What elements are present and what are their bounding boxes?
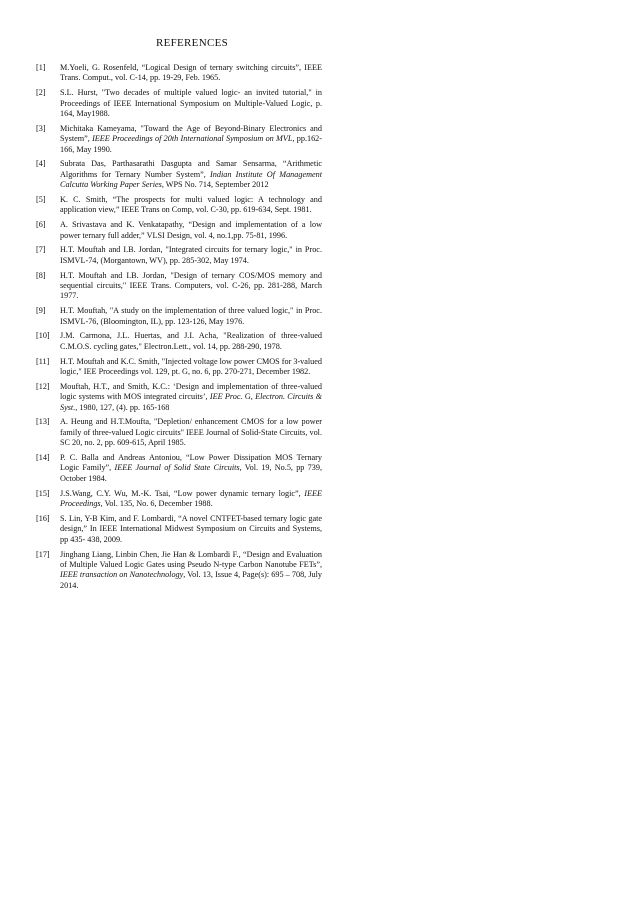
reference-segment: J.S.Wang, C.Y. Wu, M.-K. Tsai, “Low power dynamic ternary logic”, bbox=[60, 488, 305, 498]
reference-text bbox=[60, 306, 322, 327]
reference-number: [11] bbox=[36, 356, 50, 366]
reference-number: [5] bbox=[36, 195, 46, 205]
reference-text bbox=[60, 489, 322, 510]
reference-item bbox=[36, 489, 322, 510]
reference-item bbox=[36, 453, 322, 484]
reference-number: [6] bbox=[36, 220, 46, 230]
reference-number: [12] bbox=[36, 381, 50, 391]
reference-segment: , Vol. 19, No.5, pp 739, October 1984. bbox=[60, 463, 322, 483]
reference-item bbox=[36, 63, 322, 84]
reference-text bbox=[60, 550, 322, 592]
reference-number: [16] bbox=[36, 513, 50, 523]
reference-segment: , WPS No. 714, September 2012 bbox=[161, 180, 269, 190]
reference-segment: S. Lin, Y-B Kim, and F. Lombardi, “A novel CNTFET-based ternary logic gate design,” In IEEE International Midwest Symposium on Circuits and Systems, pp 435- 438, 2009. bbox=[60, 513, 322, 544]
reference-segment: K. C. Smith, “The prospects for multi valued logic: A technology and application view,” IEEE Trans on Comp, vol. C-30, pp. 619-634, Sept. 1981. bbox=[60, 195, 322, 215]
reference-italic-segment: IEEE transaction on Nanotechnology bbox=[60, 570, 184, 580]
reference-number: [2] bbox=[36, 88, 46, 98]
reference-segment: G, bbox=[242, 392, 256, 402]
reference-segment: H.T. Mouftah and I.B. Jordan, "Design of ternary COS/MOS memory and sequential circuits," IEEE Trans. Computers, vol. C-26, pp. 281-288, March 1977. bbox=[60, 270, 322, 301]
reference-item bbox=[36, 220, 322, 241]
reference-italic-segment: IEEE Journal of Solid State Circuits bbox=[114, 463, 240, 473]
reference-segment: Michitaka Kameyama, "Toward the Age of Beyond-Binary Electronics and System”, bbox=[60, 123, 322, 144]
reference-item bbox=[36, 357, 322, 378]
reference-segment: J.M. Carmona, J.L. Huertas, and J.I. Acha, "Realization of three-valued C.M.O.S. cycling gates," Electron.Lett., vol. 14, pp. 288-290, 1978. bbox=[60, 331, 322, 351]
references-list bbox=[36, 63, 322, 596]
reference-item bbox=[36, 550, 322, 592]
reference-italic-segment: IEEE Proceedings of 20th International Symposium on MVL bbox=[92, 134, 293, 144]
reference-number: [13] bbox=[36, 417, 50, 427]
reference-item bbox=[36, 382, 322, 413]
reference-number: [8] bbox=[36, 270, 46, 280]
reference-segment: P. C. Balla and Andreas Antoniou, “Low Power Dissipation MOS Ternary Logic Family”, bbox=[60, 453, 322, 473]
reference-text bbox=[60, 195, 322, 216]
references-heading: REFERENCES bbox=[155, 37, 229, 49]
reference-segment: , pp.162-166, May 1990. bbox=[60, 134, 322, 154]
reference-segment: , Vol. 135, No. 6, December 1988. bbox=[100, 499, 213, 509]
reference-number: [15] bbox=[36, 488, 50, 498]
reference-text bbox=[60, 159, 322, 190]
reference-number: [7] bbox=[36, 245, 46, 255]
reference-italic-segment: IEE Proc. bbox=[209, 392, 243, 402]
reference-item bbox=[36, 124, 322, 155]
reference-number: [9] bbox=[36, 306, 46, 316]
reference-segment: Mouftah, H.T., and Smith, K.C.: ‘Design and implementation of three-valued logic systems with MOS integrated circuits’, bbox=[60, 381, 322, 402]
reference-segment: M.Yoeli, G. Rosenfeld, “Logical Design of ternary switching circuits”, IEEE Trans. Comput., vol. C-14, pp. 19-29, Feb. 1965. bbox=[60, 63, 322, 83]
reference-segment: H.T. Mouftah, "A study on the implementation of three valued logic," in Proc. ISMVL-76, (Bloomington, IL), pp. 123-126, May 1976. bbox=[60, 306, 322, 326]
reference-text bbox=[60, 331, 322, 352]
reference-item bbox=[36, 271, 322, 302]
reference-text bbox=[60, 453, 322, 484]
reference-number: [17] bbox=[36, 549, 50, 559]
reference-segment: S.L. Hurst, "Two decades of multiple valued logic- an invited tutorial," in Proceedings of IEEE International Symposium on Multiple-Valued Logic, p. 164, May1988. bbox=[60, 88, 322, 119]
reference-item bbox=[36, 417, 322, 448]
reference-italic-segment: Electron. Circuits & Syst. bbox=[60, 392, 322, 412]
reference-item bbox=[36, 245, 322, 266]
reference-text bbox=[60, 271, 322, 302]
reference-segment: Subrata Das, Parthasarathi Dasgupta and Samar Sensarma, “Arithmetic Algorithms for Ternary Number System”, bbox=[60, 159, 322, 179]
reference-text bbox=[60, 220, 322, 241]
reference-item bbox=[36, 88, 322, 119]
reference-italic-segment: Indian Institute Of Management Calcutta Working Paper Series bbox=[60, 169, 322, 190]
reference-segment: , 1980, 127, (4). pp. 165-168 bbox=[75, 402, 170, 412]
reference-segment: H.T. Mouftah and I.B. Jordan, "Integrated circuits for ternary logic," in Proc. ISMVL-74, (Morgantown, WV), pp. 285-302, May 1974. bbox=[60, 245, 322, 265]
reference-italic-segment: IEEE Proceedings bbox=[60, 488, 322, 509]
reference-number: [1] bbox=[36, 63, 46, 72]
reference-segment: , Vol. 13, Issue 4, Page(s): 695 – 708, July 2014. bbox=[60, 570, 322, 590]
reference-item bbox=[36, 306, 322, 327]
reference-number: [10] bbox=[36, 331, 50, 341]
reference-text bbox=[60, 417, 322, 448]
reference-number: [3] bbox=[36, 123, 46, 133]
reference-segment: A. Heung and H.T.Moufta, "Depletion/ enhancement CMOS for a low power family of three-valued Logic circuits" IEEE Journal of Solid-State Circuits, vol. SC 20, no. 2, pp. 609-615, April 1985. bbox=[60, 417, 322, 448]
reference-text bbox=[60, 245, 322, 266]
reference-text bbox=[60, 382, 322, 413]
reference-segment: A. Srivastava and K. Venkatapathy, “Design and implementation of a low power ternary full adder,” VLSI Design, vol. 4, no.1,pp. 75-81, 1996. bbox=[60, 220, 322, 240]
reference-item bbox=[36, 331, 322, 352]
reference-number: [4] bbox=[36, 159, 46, 169]
reference-segment: Jinghang Liang, Linbin Chen, Jie Han & Lombardi F., “Design and Evaluation of Multiple Valued Logic Gates using Pseudo N-type Carbon Nanotube FETs”, bbox=[60, 549, 322, 569]
reference-text bbox=[60, 88, 322, 119]
reference-segment: H.T. Mouftah and K.C. Smith, "Injected voltage low power CMOS for 3-valued logic," IEE Proceedings vol. 129, pt. G, no. 6, pp. 270-271, December 1982. bbox=[60, 356, 322, 377]
reference-item bbox=[36, 159, 322, 190]
reference-text bbox=[60, 124, 322, 155]
reference-item bbox=[36, 514, 322, 545]
reference-text bbox=[60, 357, 322, 378]
reference-text bbox=[60, 63, 322, 84]
reference-number: [14] bbox=[36, 453, 50, 463]
reference-text bbox=[60, 514, 322, 545]
reference-item bbox=[36, 195, 322, 216]
